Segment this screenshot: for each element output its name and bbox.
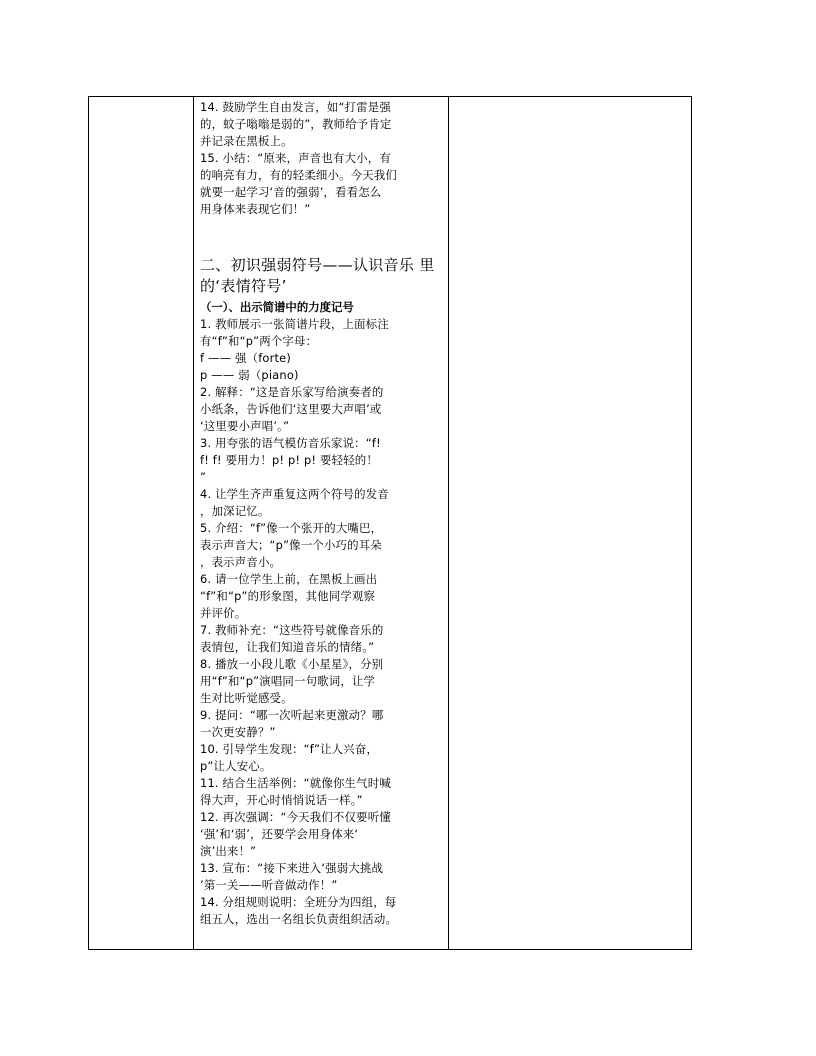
step-3: 3. 用夸张的语气模仿音乐家说：“f! f! f! 要用力！p! p! p! 要轻轻的！ ” bbox=[200, 436, 381, 484]
spacer bbox=[200, 218, 444, 255]
section-heading: 二、初识强弱符号——认识音乐 里的‘表情符号’ bbox=[200, 256, 435, 295]
subsection-heading: （一）、出示简谱中的力度记号 bbox=[200, 300, 354, 314]
piano-line: p —— 弱（piano) bbox=[200, 368, 299, 382]
table-row bbox=[89, 97, 692, 950]
step-10: 10. 引导学生发现：“f”让人兴奋， p”让人安心。 bbox=[200, 742, 379, 773]
step-8: 8. 播放一小段儿歌《小星星》，分别 用“f”和“p”演唱同一句歌词，让学 生对比听觉感受。 bbox=[200, 657, 384, 705]
step-9: 9. 提问：“哪一次听起来更激动？哪 一次更安静？” bbox=[200, 708, 384, 739]
step-7: 7. 教师补充：“这些符号就像音乐的 表情包，让我们知道音乐的情绪。” bbox=[200, 623, 384, 654]
step-4: 4. 让学生齐声重复这两个符号的发音 ，加深记忆。 bbox=[200, 487, 389, 518]
step-1: 1. 教师展示一张简谱片段，上面标注 有“f”和“p”两个字母： bbox=[200, 317, 389, 348]
right-column-cell bbox=[449, 97, 692, 950]
step-11: 11. 结合生活举例：“就像你生气时喊 得大声，开心时悄悄说话一样。” bbox=[200, 776, 391, 807]
step-5: 5. 介绍：“f”像一个张开的大嘴巴， 表示声音大；“p”像一个小巧的耳朵 ，表示声音小。 bbox=[200, 521, 383, 569]
step-14-grouping: 14. 分组规则说明：全班分为四组，每 组五人，选出一名组长负责组织活动。 bbox=[200, 895, 398, 926]
step-12: 12. 再次强调：“今天我们不仅要听懂 ‘强’和‘弱’，还要学会用身体来‘ 演’出来！” bbox=[200, 810, 391, 858]
step-15-summary: 15. 小结：“原来，声音也有大小，有 的响亮有力，有的轻柔细小。今天我们 就要一起学习‘音的强弱’，看看怎么 用身体来表现它们！” bbox=[200, 151, 398, 216]
content-column-cell bbox=[194, 97, 449, 950]
step-13: 13. 宣布：“接下来进入‘强弱大挑战 ’第一关——听音做动作！” bbox=[200, 861, 384, 892]
lesson-plan-table bbox=[88, 96, 692, 950]
step-6: 6. 请一位学生上前，在黑板上画出 “f”和“p”的形象图，其他同学观察 并评价。 bbox=[200, 572, 378, 620]
forte-line: f —— 强（forte) bbox=[200, 351, 291, 365]
step-2: 2. 解释：“这是音乐家写给演奏者的 小纸条，告诉他们‘这里要大声唱’或 ‘这里要小声唱’。” bbox=[200, 385, 384, 433]
step-14-praise: 14. 鼓励学生自由发言，如“打雷是强 的，蚊子嗡嗡是弱的”，教师给予肯定 并记录在黑板上。 bbox=[200, 100, 392, 148]
left-column-cell bbox=[89, 97, 194, 950]
